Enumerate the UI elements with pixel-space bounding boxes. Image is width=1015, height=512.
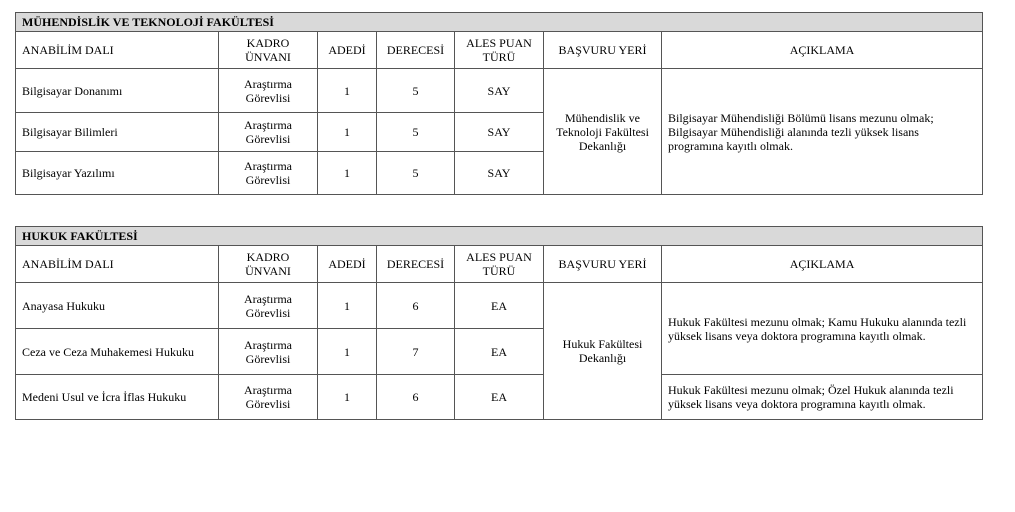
ales-cell: EA (455, 329, 544, 375)
col-header-basvuru: BAŞVURU YERİ (544, 32, 662, 69)
section-table (15, 226, 983, 420)
derecesi-cell: 5 (377, 113, 455, 152)
kadro-cell: Araştırma Görevlisi (219, 375, 318, 420)
aciklama-cell: Bilgisayar Mühendisliği Bölümü lisans mezunu olmak; Bilgisayar Mühendisliği alanında tezli yüksek lisans programına kayıtlı olmak. (662, 69, 983, 195)
kadro-cell: Araştırma Görevlisi (219, 329, 318, 375)
derecesi-cell: 6 (377, 375, 455, 420)
col-header-anabilim: ANABİLİM DALI (16, 32, 219, 69)
col-header-derecesi: DERECESİ (377, 32, 455, 69)
col-header-kadro: KADRO ÜNVANI (219, 32, 318, 69)
kadro-cell: Araştırma Görevlisi (219, 283, 318, 329)
adedi-cell: 1 (318, 329, 377, 375)
section-title: MÜHENDİSLİK VE TEKNOLOJİ FAKÜLTESİ (16, 13, 983, 32)
col-header-basvuru: BAŞVURU YERİ (544, 246, 662, 283)
adedi-cell: 1 (318, 152, 377, 195)
derecesi-cell: 5 (377, 69, 455, 113)
kadro-cell: Araştırma Görevlisi (219, 152, 318, 195)
table-row (16, 283, 983, 329)
anabilim-cell: Anayasa Hukuku (16, 283, 219, 329)
kadro-cell: Araştırma Görevlisi (219, 113, 318, 152)
ales-cell: SAY (455, 69, 544, 113)
anabilim-cell: Bilgisayar Bilimleri (16, 113, 219, 152)
anabilim-cell: Bilgisayar Donanımı (16, 69, 219, 113)
col-header-kadro: KADRO ÜNVANI (219, 246, 318, 283)
adedi-cell: 1 (318, 113, 377, 152)
ales-cell: EA (455, 283, 544, 329)
col-header-derecesi: DERECESİ (377, 246, 455, 283)
basvuru-cell: Mühendislik ve Teknoloji Fakültesi Dekanlığı (544, 69, 662, 195)
basvuru-cell: Hukuk Fakültesi Dekanlığı (544, 283, 662, 420)
aciklama-cell: Hukuk Fakültesi mezunu olmak; Özel Hukuk alanında tezli yüksek lisans veya doktora programına kayıtlı olmak. (662, 375, 983, 420)
ales-cell: EA (455, 375, 544, 420)
derecesi-cell: 5 (377, 152, 455, 195)
section-title: HUKUK FAKÜLTESİ (16, 227, 983, 246)
adedi-cell: 1 (318, 283, 377, 329)
col-header-anabilim: ANABİLİM DALI (16, 246, 219, 283)
anabilim-cell: Medeni Usul ve İcra İflas Hukuku (16, 375, 219, 420)
col-header-ales: ALES PUAN TÜRÜ (455, 32, 544, 69)
col-header-ales: ALES PUAN TÜRÜ (455, 246, 544, 283)
col-header-adedi: ADEDİ (318, 32, 377, 69)
col-header-aciklama: AÇIKLAMA (662, 32, 983, 69)
table-row (16, 375, 983, 420)
adedi-cell: 1 (318, 375, 377, 420)
aciklama-cell: Hukuk Fakültesi mezunu olmak; Kamu Hukuku alanında tezli yüksek lisans veya doktora programına kayıtlı olmak. (662, 283, 983, 375)
ales-cell: SAY (455, 113, 544, 152)
col-header-aciklama: AÇIKLAMA (662, 246, 983, 283)
derecesi-cell: 6 (377, 283, 455, 329)
col-header-adedi: ADEDİ (318, 246, 377, 283)
derecesi-cell: 7 (377, 329, 455, 375)
adedi-cell: 1 (318, 69, 377, 113)
anabilim-cell: Ceza ve Ceza Muhakemesi Hukuku (16, 329, 219, 375)
section-table (15, 12, 983, 195)
kadro-cell: Araştırma Görevlisi (219, 69, 318, 113)
ales-cell: SAY (455, 152, 544, 195)
table-row (16, 69, 983, 113)
anabilim-cell: Bilgisayar Yazılımı (16, 152, 219, 195)
